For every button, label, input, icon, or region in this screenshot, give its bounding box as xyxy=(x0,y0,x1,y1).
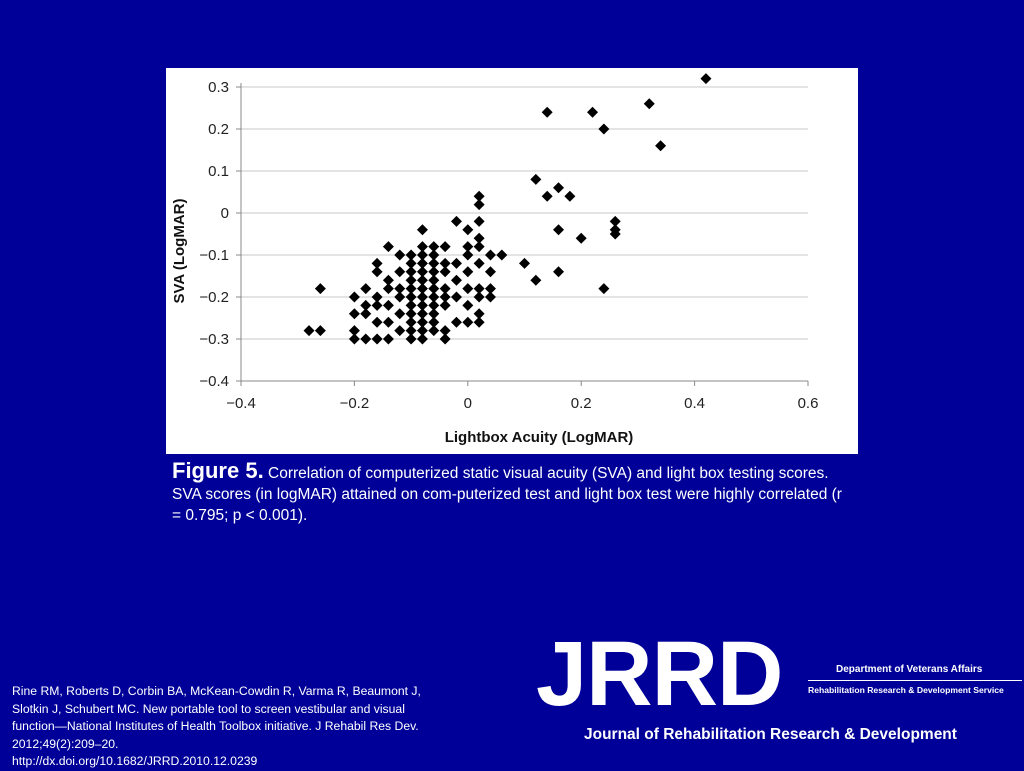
data-point xyxy=(485,292,496,303)
data-point xyxy=(496,250,507,261)
data-point xyxy=(394,325,405,336)
data-point xyxy=(349,308,360,319)
data-point xyxy=(383,334,394,345)
x-tick-label: −0.2 xyxy=(339,395,370,412)
citation-line: Rine RM, Roberts D, Corbin BA, McKean-Cowdin R, Varma R, Beaumont J, xyxy=(12,684,421,698)
x-tick-label: −0.4 xyxy=(226,395,256,412)
data-point xyxy=(474,258,485,269)
data-point xyxy=(519,258,530,269)
data-point xyxy=(462,300,473,311)
x-tick-label: 0.2 xyxy=(570,395,592,412)
data-point xyxy=(394,266,405,277)
data-point xyxy=(360,283,371,294)
citation-line: Slotkin J, Schubert MC. New portable tool to screen vestibular and visual xyxy=(12,701,405,716)
citation-doi-link[interactable]: http://dx.doi.org/10.1682/JRRD.2010.12.0239 xyxy=(12,754,258,768)
data-point xyxy=(360,308,371,319)
data-point xyxy=(462,283,473,294)
data-point xyxy=(462,224,473,235)
data-point xyxy=(474,216,485,227)
data-point xyxy=(440,241,451,252)
y-tick-label: 0 xyxy=(220,205,229,222)
x-tick-labels xyxy=(226,395,818,412)
data-point xyxy=(315,325,326,336)
data-point xyxy=(394,283,405,294)
data-point xyxy=(372,334,383,345)
x-tick-label: 0.6 xyxy=(797,395,819,412)
citation-line: function—National Institutes of Health Toolbox initiative. J Rehabil Res Dev. xyxy=(12,719,419,733)
journal-name: Journal of Rehabilitation Research & Development xyxy=(584,726,957,743)
data-point xyxy=(462,317,473,328)
data-point xyxy=(530,174,541,185)
scatter-chart xyxy=(166,68,858,454)
data-point xyxy=(553,182,564,193)
data-point xyxy=(587,107,598,118)
data-point xyxy=(451,258,462,269)
x-axis-title: Lightbox Acuity (LogMAR) xyxy=(444,429,634,446)
data-points xyxy=(304,73,712,344)
data-point xyxy=(304,325,315,336)
data-point xyxy=(372,317,383,328)
data-point xyxy=(360,334,371,345)
data-point xyxy=(700,73,711,84)
gridlines xyxy=(241,87,808,339)
citation-line: 2012;49(2):209–20. xyxy=(12,736,119,751)
data-point xyxy=(474,317,485,328)
axes xyxy=(236,83,808,386)
figure-caption xyxy=(172,460,852,526)
data-point xyxy=(315,283,326,294)
data-point xyxy=(474,199,485,210)
data-point xyxy=(451,216,462,227)
data-point xyxy=(576,233,587,244)
data-point xyxy=(598,283,609,294)
y-tick-label: 0.1 xyxy=(208,163,229,180)
data-point xyxy=(485,266,496,277)
service-name: Rehabilitation Research & Development Service xyxy=(808,685,1004,695)
data-point xyxy=(383,300,394,311)
data-point xyxy=(530,275,541,286)
data-point xyxy=(417,224,428,235)
y-tick-label: 0.3 xyxy=(208,79,229,96)
data-point xyxy=(394,250,405,261)
data-point xyxy=(542,107,553,118)
data-point xyxy=(383,317,394,328)
y-tick-label: −0.3 xyxy=(199,331,229,348)
divider xyxy=(808,680,1022,681)
caption-text: Correlation of computerized static visual acuity (SVA) and light box testing scores. SVA scores (in logMAR) attained on com-puterized test and light box test were highly correlated (r = 0.795; p < 0.001). xyxy=(172,465,842,524)
data-point xyxy=(383,241,394,252)
data-point xyxy=(553,224,564,235)
data-point xyxy=(417,334,428,345)
y-tick-label: −0.2 xyxy=(199,289,229,306)
data-point xyxy=(349,334,360,345)
citation xyxy=(12,683,532,771)
y-tick-labels xyxy=(199,79,229,390)
data-point xyxy=(394,308,405,319)
data-point xyxy=(451,292,462,303)
data-point xyxy=(440,334,451,345)
data-point xyxy=(428,325,439,336)
data-point xyxy=(553,266,564,277)
data-point xyxy=(383,283,394,294)
data-point xyxy=(474,241,485,252)
x-tick-label: 0 xyxy=(463,395,472,412)
data-point xyxy=(349,292,360,303)
data-point xyxy=(406,334,417,345)
data-point xyxy=(440,300,451,311)
data-point xyxy=(485,250,496,261)
data-point xyxy=(451,317,462,328)
figure-label: Figure 5. xyxy=(172,458,264,483)
y-axis-title: SVA (LogMAR) xyxy=(171,198,188,304)
department-name: Department of Veterans Affairs xyxy=(836,664,983,675)
data-point xyxy=(474,292,485,303)
data-point xyxy=(462,250,473,261)
data-point xyxy=(564,191,575,202)
data-point xyxy=(542,191,553,202)
data-point xyxy=(655,140,666,151)
x-tick-label: 0.4 xyxy=(684,395,706,412)
chart-panel xyxy=(166,68,858,454)
data-point xyxy=(372,300,383,311)
data-point xyxy=(598,124,609,135)
jrrd-logo: JRRD xyxy=(536,623,783,725)
data-point xyxy=(372,266,383,277)
data-point xyxy=(462,266,473,277)
data-point xyxy=(440,266,451,277)
data-point xyxy=(451,275,462,286)
y-tick-label: 0.2 xyxy=(208,121,229,138)
y-tick-label: −0.1 xyxy=(199,247,229,264)
y-tick-label: −0.4 xyxy=(199,373,229,390)
data-point xyxy=(644,98,655,109)
